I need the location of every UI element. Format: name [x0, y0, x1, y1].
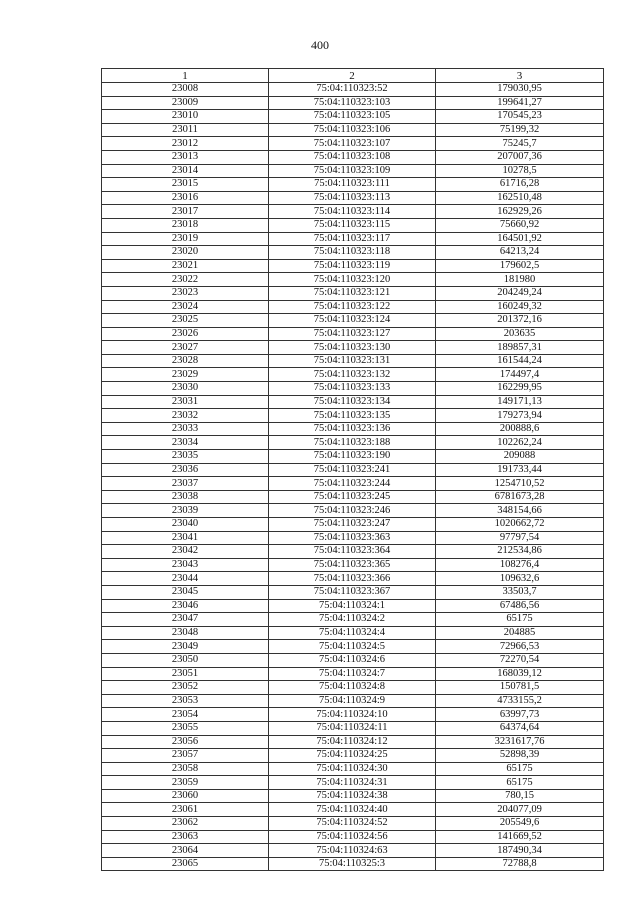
value-cell: 102262,24	[436, 436, 604, 450]
row-number-cell: 23032	[102, 409, 269, 423]
table-row	[102, 205, 604, 219]
row-number-cell: 23049	[102, 640, 269, 654]
cadastral-number-cell: 75:04:110324:30	[269, 762, 436, 776]
cadastral-number-cell: 75:04:110323:113	[269, 191, 436, 205]
table-row	[102, 830, 604, 844]
table-row	[102, 123, 604, 137]
row-number-cell: 23065	[102, 857, 269, 871]
cadastral-number-cell: 75:04:110324:6	[269, 653, 436, 667]
value-cell: 189857,31	[436, 341, 604, 355]
value-cell: 109632,6	[436, 572, 604, 586]
table-row	[102, 599, 604, 613]
table-row	[102, 504, 604, 518]
table-body	[102, 83, 604, 871]
row-number-cell: 23020	[102, 246, 269, 260]
table-row	[102, 762, 604, 776]
row-number-cell: 23019	[102, 232, 269, 246]
cadastral-number-cell: 75:04:110324:4	[269, 626, 436, 640]
cadastral-number-cell: 75:04:110323:105	[269, 110, 436, 124]
value-cell: 212534,86	[436, 545, 604, 559]
row-number-cell: 23008	[102, 83, 269, 97]
table-row	[102, 681, 604, 695]
cadastral-number-cell: 75:04:110324:52	[269, 817, 436, 831]
cadastral-number-cell: 75:04:110324:2	[269, 613, 436, 627]
cadastral-number-cell: 75:04:110324:7	[269, 667, 436, 681]
row-number-cell: 23039	[102, 504, 269, 518]
value-cell: 199641,27	[436, 96, 604, 110]
table-row	[102, 817, 604, 831]
table-row	[102, 110, 604, 124]
row-number-cell: 23026	[102, 327, 269, 341]
row-number-cell: 23063	[102, 830, 269, 844]
table-row	[102, 137, 604, 151]
cadastral-number-cell: 75:04:110324:12	[269, 735, 436, 749]
table-row	[102, 368, 604, 382]
cadastral-number-cell: 75:04:110324:25	[269, 749, 436, 763]
cadastral-number-cell: 75:04:110323:106	[269, 123, 436, 137]
value-cell: 204885	[436, 626, 604, 640]
cadastral-number-cell: 75:04:110324:8	[269, 681, 436, 695]
value-cell: 64374,64	[436, 721, 604, 735]
row-number-cell: 23050	[102, 653, 269, 667]
row-number-cell: 23017	[102, 205, 269, 219]
table-row	[102, 640, 604, 654]
table-row	[102, 83, 604, 97]
table-row	[102, 653, 604, 667]
table-row	[102, 558, 604, 572]
cadastral-number-cell: 75:04:110324:11	[269, 721, 436, 735]
cadastral-number-cell: 75:04:110323:107	[269, 137, 436, 151]
value-cell: 75199,32	[436, 123, 604, 137]
row-number-cell: 23022	[102, 273, 269, 287]
value-cell: 205549,6	[436, 817, 604, 831]
value-cell: 1020662,72	[436, 518, 604, 532]
table-row	[102, 164, 604, 178]
cadastral-number-cell: 75:04:110324:1	[269, 599, 436, 613]
cadastral-number-cell: 75:04:110323:188	[269, 436, 436, 450]
table-row	[102, 844, 604, 858]
value-cell: 61716,28	[436, 178, 604, 192]
value-cell: 187490,34	[436, 844, 604, 858]
row-number-cell: 23009	[102, 96, 269, 110]
table-row	[102, 694, 604, 708]
table-row	[102, 96, 604, 110]
value-cell: 160249,32	[436, 300, 604, 314]
value-cell: 204249,24	[436, 286, 604, 300]
table-row	[102, 749, 604, 763]
row-number-cell: 23029	[102, 368, 269, 382]
column-header-2: 2	[269, 69, 436, 83]
row-number-cell: 23011	[102, 123, 269, 137]
cadastral-number-cell: 75:04:110323:244	[269, 477, 436, 491]
cadastral-number-cell: 75:04:110323:367	[269, 585, 436, 599]
cadastral-number-cell: 75:04:110323:132	[269, 368, 436, 382]
row-number-cell: 23059	[102, 776, 269, 790]
cadastral-number-cell: 75:04:110323:136	[269, 422, 436, 436]
cadastral-number-cell: 75:04:110323:364	[269, 545, 436, 559]
cadastral-number-cell: 75:04:110324:40	[269, 803, 436, 817]
value-cell: 181980	[436, 273, 604, 287]
row-number-cell: 23060	[102, 789, 269, 803]
value-cell: 170545,23	[436, 110, 604, 124]
cadastral-number-cell: 75:04:110323:366	[269, 572, 436, 586]
value-cell: 201372,16	[436, 314, 604, 328]
value-cell: 3231617,76	[436, 735, 604, 749]
cadastral-number-cell: 75:04:110323:52	[269, 83, 436, 97]
value-cell: 1254710,52	[436, 477, 604, 491]
row-number-cell: 23041	[102, 531, 269, 545]
value-cell: 149171,13	[436, 395, 604, 409]
table-row	[102, 314, 604, 328]
table-row	[102, 354, 604, 368]
table-row	[102, 463, 604, 477]
value-cell: 141669,52	[436, 830, 604, 844]
cadastral-number-cell: 75:04:110323:122	[269, 300, 436, 314]
table-row	[102, 178, 604, 192]
table-row	[102, 789, 604, 803]
value-cell: 179273,94	[436, 409, 604, 423]
value-cell: 63997,73	[436, 708, 604, 722]
table-row	[102, 218, 604, 232]
cadastral-number-cell: 75:04:110323:127	[269, 327, 436, 341]
row-number-cell: 23062	[102, 817, 269, 831]
row-number-cell: 23048	[102, 626, 269, 640]
value-cell: 162299,95	[436, 382, 604, 396]
row-number-cell: 23027	[102, 341, 269, 355]
value-cell: 64213,24	[436, 246, 604, 260]
value-cell: 4733155,2	[436, 694, 604, 708]
table-row	[102, 667, 604, 681]
row-number-cell: 23042	[102, 545, 269, 559]
row-number-cell: 23034	[102, 436, 269, 450]
value-cell: 174497,4	[436, 368, 604, 382]
header-row	[102, 69, 604, 83]
value-cell: 179030,95	[436, 83, 604, 97]
value-cell: 75245,7	[436, 137, 604, 151]
page-number: 400	[311, 38, 329, 52]
table-row	[102, 341, 604, 355]
cadastral-number-cell: 75:04:110323:134	[269, 395, 436, 409]
cadastral-number-cell: 75:04:110325:3	[269, 857, 436, 871]
table-row	[102, 572, 604, 586]
table-row	[102, 150, 604, 164]
value-cell: 164501,92	[436, 232, 604, 246]
value-cell: 72788,8	[436, 857, 604, 871]
cadastral-number-cell: 75:04:110324:9	[269, 694, 436, 708]
value-cell: 75660,92	[436, 218, 604, 232]
value-cell: 168039,12	[436, 667, 604, 681]
cadastral-number-cell: 75:04:110324:63	[269, 844, 436, 858]
table-row	[102, 708, 604, 722]
row-number-cell: 23064	[102, 844, 269, 858]
row-number-cell: 23025	[102, 314, 269, 328]
table-row	[102, 232, 604, 246]
row-number-cell: 23023	[102, 286, 269, 300]
value-cell: 162929,26	[436, 205, 604, 219]
cadastral-number-cell: 75:04:110323:133	[269, 382, 436, 396]
cadastral-number-cell: 75:04:110323:121	[269, 286, 436, 300]
row-number-cell: 23014	[102, 164, 269, 178]
table-row	[102, 857, 604, 871]
table-row	[102, 395, 604, 409]
cadastral-number-cell: 75:04:110323:119	[269, 259, 436, 273]
row-number-cell: 23053	[102, 694, 269, 708]
row-number-cell: 23021	[102, 259, 269, 273]
table-row	[102, 300, 604, 314]
table-row	[102, 327, 604, 341]
row-number-cell: 23061	[102, 803, 269, 817]
cadastral-number-cell: 75:04:110323:118	[269, 246, 436, 260]
row-number-cell: 23040	[102, 518, 269, 532]
value-cell: 6781673,28	[436, 490, 604, 504]
row-number-cell: 23024	[102, 300, 269, 314]
value-cell: 179602,5	[436, 259, 604, 273]
value-cell: 65175	[436, 613, 604, 627]
row-number-cell: 23045	[102, 585, 269, 599]
row-number-cell: 23033	[102, 422, 269, 436]
value-cell: 97797,54	[436, 531, 604, 545]
cadastral-number-cell: 75:04:110323:247	[269, 518, 436, 532]
value-cell: 67486,56	[436, 599, 604, 613]
table-row	[102, 436, 604, 450]
table-row	[102, 422, 604, 436]
cadastral-number-cell: 75:04:110323:365	[269, 558, 436, 572]
cadastral-number-cell: 75:04:110323:120	[269, 273, 436, 287]
cadastral-number-cell: 75:04:110324:5	[269, 640, 436, 654]
row-number-cell: 23018	[102, 218, 269, 232]
row-number-cell: 23052	[102, 681, 269, 695]
value-cell: 72270,54	[436, 653, 604, 667]
cadastral-number-cell: 75:04:110323:108	[269, 150, 436, 164]
row-number-cell: 23046	[102, 599, 269, 613]
cadastral-number-cell: 75:04:110323:111	[269, 178, 436, 192]
value-cell: 207007,36	[436, 150, 604, 164]
table-row	[102, 246, 604, 260]
row-number-cell: 23036	[102, 463, 269, 477]
column-header-3: 3	[436, 69, 604, 83]
table-row	[102, 259, 604, 273]
data-table	[101, 68, 604, 871]
table-header	[102, 69, 604, 83]
row-number-cell: 23055	[102, 721, 269, 735]
table-row	[102, 477, 604, 491]
row-number-cell: 23013	[102, 150, 269, 164]
value-cell: 10278,5	[436, 164, 604, 178]
value-cell: 348154,66	[436, 504, 604, 518]
cadastral-number-cell: 75:04:110324:10	[269, 708, 436, 722]
cadastral-number-cell: 75:04:110323:130	[269, 341, 436, 355]
cadastral-number-cell: 75:04:110323:114	[269, 205, 436, 219]
value-cell: 52898,39	[436, 749, 604, 763]
cadastral-number-cell: 75:04:110323:135	[269, 409, 436, 423]
value-cell: 780,15	[436, 789, 604, 803]
cadastral-number-cell: 75:04:110323:363	[269, 531, 436, 545]
value-cell: 65175	[436, 762, 604, 776]
row-number-cell: 23012	[102, 137, 269, 151]
value-cell: 209088	[436, 450, 604, 464]
row-number-cell: 23015	[102, 178, 269, 192]
table-row	[102, 545, 604, 559]
row-number-cell: 23051	[102, 667, 269, 681]
row-number-cell: 23035	[102, 450, 269, 464]
cadastral-number-cell: 75:04:110323:131	[269, 354, 436, 368]
value-cell: 203635	[436, 327, 604, 341]
value-cell: 191733,44	[436, 463, 604, 477]
table-row	[102, 735, 604, 749]
table-row	[102, 191, 604, 205]
table-row	[102, 409, 604, 423]
value-cell: 65175	[436, 776, 604, 790]
cadastral-number-cell: 75:04:110323:103	[269, 96, 436, 110]
table-row	[102, 626, 604, 640]
value-cell: 108276,4	[436, 558, 604, 572]
cadastral-number-cell: 75:04:110323:109	[269, 164, 436, 178]
row-number-cell: 23010	[102, 110, 269, 124]
row-number-cell: 23016	[102, 191, 269, 205]
value-cell: 161544,24	[436, 354, 604, 368]
value-cell: 162510,48	[436, 191, 604, 205]
row-number-cell: 23038	[102, 490, 269, 504]
row-number-cell: 23037	[102, 477, 269, 491]
row-number-cell: 23058	[102, 762, 269, 776]
cadastral-number-cell: 75:04:110324:38	[269, 789, 436, 803]
cadastral-number-cell: 75:04:110323:245	[269, 490, 436, 504]
column-header-1: 1	[102, 69, 269, 83]
table-row	[102, 490, 604, 504]
cadastral-number-cell: 75:04:110324:31	[269, 776, 436, 790]
cadastral-number-cell: 75:04:110324:56	[269, 830, 436, 844]
row-number-cell: 23047	[102, 613, 269, 627]
value-cell: 200888,6	[436, 422, 604, 436]
row-number-cell: 23057	[102, 749, 269, 763]
row-number-cell: 23043	[102, 558, 269, 572]
row-number-cell: 23054	[102, 708, 269, 722]
table-row	[102, 286, 604, 300]
table-row	[102, 803, 604, 817]
cadastral-number-cell: 75:04:110323:124	[269, 314, 436, 328]
table-row	[102, 531, 604, 545]
table-row	[102, 613, 604, 627]
cadastral-number-cell: 75:04:110323:246	[269, 504, 436, 518]
table-row	[102, 585, 604, 599]
row-number-cell: 23030	[102, 382, 269, 396]
row-number-cell: 23031	[102, 395, 269, 409]
cadastral-number-cell: 75:04:110323:190	[269, 450, 436, 464]
cadastral-number-cell: 75:04:110323:241	[269, 463, 436, 477]
row-number-cell: 23044	[102, 572, 269, 586]
table-row	[102, 518, 604, 532]
value-cell: 72966,53	[436, 640, 604, 654]
table-row	[102, 450, 604, 464]
cadastral-number-cell: 75:04:110323:115	[269, 218, 436, 232]
row-number-cell: 23056	[102, 735, 269, 749]
table-row	[102, 273, 604, 287]
cadastral-number-cell: 75:04:110323:117	[269, 232, 436, 246]
table-row	[102, 776, 604, 790]
value-cell: 204077,09	[436, 803, 604, 817]
table-row	[102, 721, 604, 735]
table-row	[102, 382, 604, 396]
value-cell: 150781,5	[436, 681, 604, 695]
value-cell: 33503,7	[436, 585, 604, 599]
row-number-cell: 23028	[102, 354, 269, 368]
